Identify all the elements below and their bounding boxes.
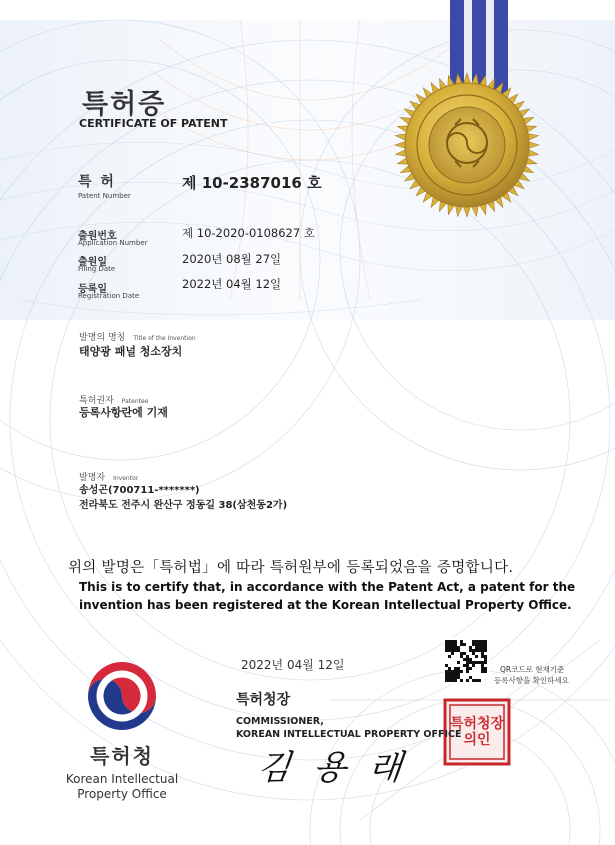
inventor-label-en: Inventor: [113, 475, 139, 482]
invention-label-en: Title of the Invention: [133, 335, 196, 342]
patentee-value: 등록사항란에 기재: [79, 406, 168, 419]
commissioner-title: 특허청장: [236, 692, 291, 708]
patent-number: 제 10-2387016 호: [182, 174, 322, 192]
registration-label: 등록일: [78, 284, 107, 295]
qr-code-icon: [443, 638, 489, 684]
qr-caption-1: QR코드로 현재기준: [500, 665, 565, 674]
application-label-en: Application Number: [78, 239, 148, 247]
inventor-name: 송성곤(700711-*******): [79, 485, 200, 496]
kipo-name-en-1: Korean Intellectual: [65, 772, 179, 786]
application-label: 출원번호: [78, 231, 117, 242]
registration-date: 2022년 04월 12일: [182, 277, 282, 291]
gold-seal-icon: [395, 73, 539, 217]
patent-label: 특 허: [78, 174, 116, 190]
issue-date: 2022년 04월 12일: [241, 658, 345, 672]
kipo-name-ko: 특허청: [90, 744, 154, 768]
page-title-en: CERTIFICATE OF PATENT: [79, 117, 228, 130]
filing-label: 출원일: [78, 257, 107, 268]
commissioner-en-1: COMMISSIONER,: [236, 716, 324, 727]
invention-label: 발명의 명칭: [79, 333, 126, 343]
filing-date: 2020년 08월 27일: [182, 252, 282, 266]
certification-korean: 위의 발명은「특허법」에 따라 특허원부에 등록되었음을 증명합니다.: [68, 560, 514, 576]
certification-english-2: invention has been registered at the Korean Intellectual Property Office.: [79, 598, 572, 612]
stamp-text: 특허청장의인: [449, 716, 505, 748]
registration-label-en: Registration Date: [78, 292, 140, 300]
filing-label-en: Filing Date: [78, 265, 116, 273]
commissioner-en-2: KOREAN INTELLECTUAL PROPERTY OFFICE: [236, 729, 462, 740]
patentee-label: 특허권자: [79, 396, 114, 406]
invention-title: 태양광 패널 청소장치: [79, 345, 183, 358]
kipo-name-en-2: Property Office: [77, 787, 167, 801]
qr-caption-2: 등록사항을 확인하세요: [494, 676, 569, 685]
patent-label-en: Patent Number: [78, 192, 131, 200]
patentee-label-en: Patentee: [121, 398, 149, 405]
certification-english-1: This is to certify that, in accordance with the Patent Act, a patent for the: [79, 580, 576, 594]
inventor-label: 발명자: [79, 473, 106, 483]
application-number: 제 10-2020-0108627 호: [182, 226, 315, 240]
page-title: 특허증: [82, 89, 167, 120]
invention-label-row: [79, 325, 196, 344]
inventor-address: 전라북도 전주시 완산구 정동길 38(삼천동2가): [79, 500, 288, 511]
signature: 김 용 래: [255, 748, 410, 788]
kipo-taegeuk-logo: [88, 662, 156, 730]
